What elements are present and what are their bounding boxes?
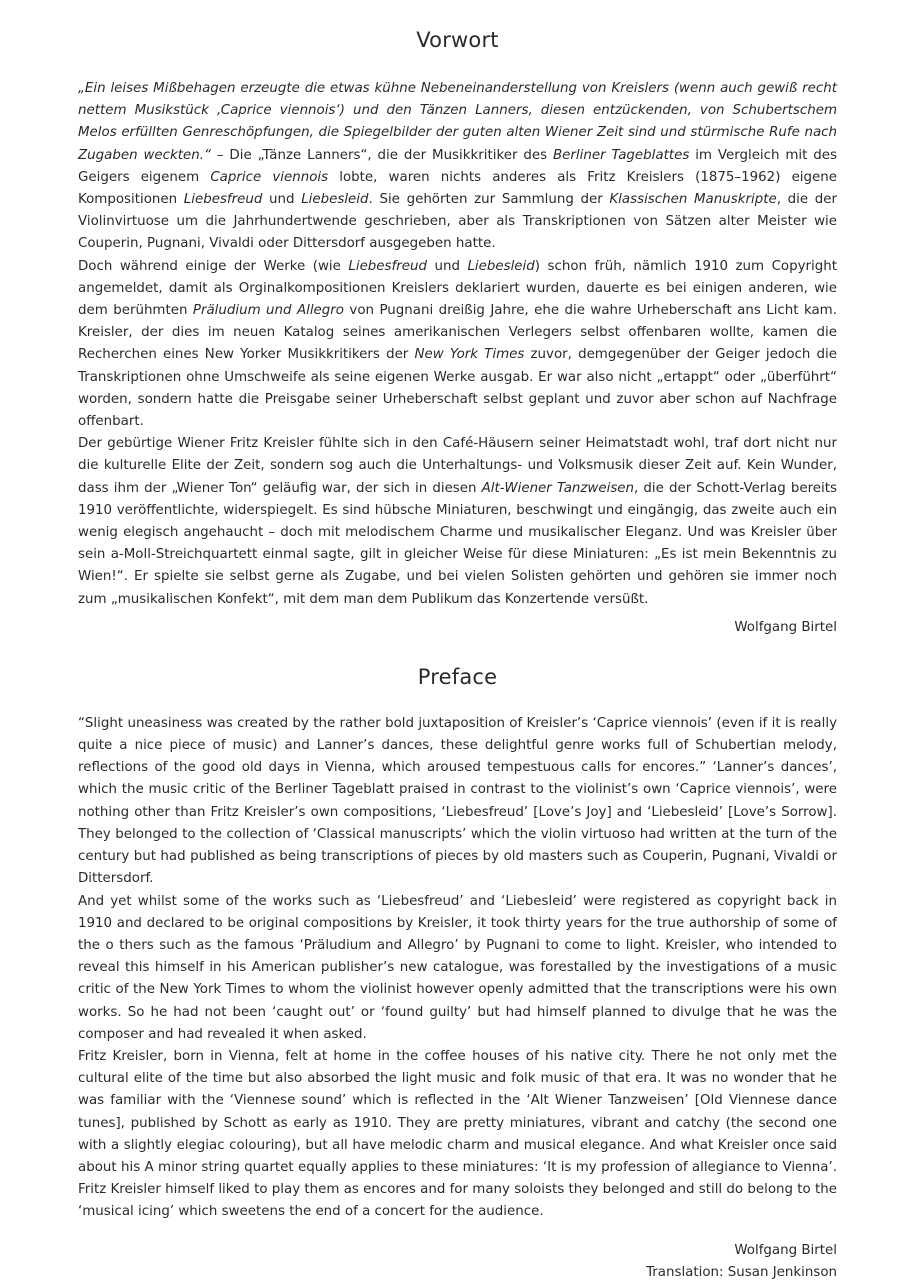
text-span: – Die „Tänze Lanners“, die der Musikkritiker des — [210, 147, 553, 163]
text-span: , die der Schott-Verlag bereits 1910 veröffentlichte, widerspiegelt. Es sind hübsche Miniaturen, beschwingt und eingängig, das zweite auch ein wenig elegisch angehaucht – doch mit melodischem Charme und musikalischer Eleganz. Und was Kreisler über sein a-Moll-Streichquartett einmal sagte, gilt in gleicher Weise für diese Miniaturen: „Es ist mein Bekenntnis zu Wien!“. Er spielte sie selbst gerne als Zugabe, und bei vielen Solisten gehörten und gehören sie immer noch zum „musikalischen Konfekt“, mit dem man dem Publikum das Konzertende versüßt. — [78, 480, 837, 607]
text-span: im Vergleich mit des Geigers eigenem — [78, 147, 837, 185]
vorwort-body — [78, 78, 837, 611]
preface-body — [78, 713, 837, 1224]
italic-praeludium-und-allegro: Präludium und Allegro — [192, 303, 344, 319]
italic-liebesleid: Liebesleid — [301, 192, 369, 208]
preface-signature — [78, 1240, 837, 1284]
text-span: und — [426, 258, 468, 274]
text-span: lobte, waren nichts anderes als Fritz Kreislers (1875–1962) eigene Kompositionen — [78, 169, 837, 208]
vorwort-title: Vorwort — [416, 28, 499, 52]
preface-paragraph-2: And yet whilst some of the works such as ‘Liebesfreud’ and ‘Liebesleid’ were registered as copyright back in 1910 and declared to be original compositions by Kreisler, it took thirty years for the true authorship of some of the o thers such as the famous ‘Präludium and Allegro’ by Pugnani to come to light. Kreisler, who intended to reveal this himself in his American publisher’s new catalogue, was forestalled by the investigations of a music critic of the New York Times to whom the violinist however openly admitted that the transcriptions were his own works. So he had not been ‘caught out’ or ‘found guilty’ but had himself planned to divulge that he was the composer and had revealed it when asked. — [78, 893, 837, 1042]
text-span: Doch während einige der Werke (wie — [78, 258, 349, 274]
preface-translation-credit: Translation: Susan Jenkinson — [646, 1264, 837, 1280]
text-span: und — [262, 192, 302, 208]
italic-liebesleid: Liebesleid — [467, 258, 535, 274]
document-page — [78, 18, 837, 1284]
text-span: zuvor, demgegenüber der Geiger jedoch die Transkriptionen ohne Umschweife als seine eigenen Werke ausgab. Er war also nicht „ertappt“ oder „überführt“ worden, sondern hatte die Preisgabe seiner Urheberschaft selbst geplant und zuvor aber schon auf Nachfrage offenbart. — [78, 347, 837, 430]
italic-berliner-tageblatt: Berliner Tageblattes — [552, 147, 690, 163]
vorwort-paragraph-2 — [78, 256, 837, 434]
italic-caprice-viennois: Caprice viennois — [210, 169, 329, 185]
preface-author: Wolfgang Birtel — [734, 1242, 837, 1258]
preface-paragraph-3: Fritz Kreisler, born in Vienna, felt at home in the coffee houses of his native city. There he not only met the cultural elite of the time but also absorbed the light music and folk music of that era. It was no wonder that he was familiar with the ‘Viennese sound’ which is reflected in the ‘Alt Wiener Tanzweisen’ [Old Viennese dance tunes], published by Schott as early as 1910. They are pretty miniatures, vibrant and catchy (the second one with a slightly elegiac colouring), but all have melodic charm and musical elegance. And what Kreisler once said about his A minor string quartet equally applies to these miniatures: ‘It is my profession of allegiance to Vienna’. Fritz Kreisler himself liked to play them as encores and for many soloists they belonged and still do belong to the ‘musical icing’ which sweetens the end of a concert for the audience. — [78, 1048, 837, 1220]
preface-title: Preface — [417, 664, 498, 689]
italic-liebesfreud: Liebesfreud — [348, 258, 427, 274]
text-span: , die der Violinvirtuose um die Jahrhundertwende geschrieben, aber als Transkriptionen von Sätzen alter Meister wie Couperin, Pugnani, Vivaldi oder Dittersdorf ausgegeben hatte. — [78, 192, 837, 252]
text-span: ) schon früh, nämlich 1910 zum Copyright angemeldet, damit als Orginalkompositionen Kreislers deklariert wurden, dauerte es bei einigen anderen, wie dem berühmten — [78, 258, 838, 319]
italic-klassische-manuskripte: Klassischen Manuskripte — [609, 192, 777, 208]
italic-liebesfreud: Liebesfreud — [183, 192, 263, 208]
text-span: von Pugnani dreißig Jahre, ehe die wahre Urheberschaft ans Licht kam. Kreisler, der dies im neuen Katalog seines amerikanischen Verlegers selbst offenbaren wollte, kamen die Recherchen eines New Yorker Musikkritikers der — [78, 303, 837, 363]
italic-new-york-times: New York Times — [414, 347, 525, 363]
vorwort-paragraph-1 — [78, 78, 837, 256]
preface-paragraph-1: “Slight uneasiness was created by the rather bold juxtaposition of Kreisler’s ‘Caprice viennois’ (even if it is really quite a nice piece of music) and Lanner’s dances, these delightful genre works full of Schubertian melody, reflections of the good old days in Vienna, which aroused tempestuous calls for encores.” ‘Lanner’s dances’, which the music critic of the Berliner Tageblatt praised in contrast to the violinist’s own ‘Caprice viennois’, were nothing other than Fritz Kreisler’s own compositions, ‘Liebesfreud’ [Love’s Joy] and ‘Liebesleid’ [Love’s Sorrow]. They belonged to the collection of ‘Classical manuscripts’ which the violin virtuoso had written at the turn of the century but had published as being transcriptions of pieces by old masters such as Couperin, Pugnani, Vivaldi or Dittersdorf. — [78, 715, 837, 887]
vorwort-paragraph-3 — [78, 433, 837, 611]
vorwort-author: Wolfgang Birtel — [734, 619, 837, 635]
vorwort-quote: „Ein leises Mißbehagen erzeugte die etwas kühne Nebeneinanderstellung von Kreislers (wenn auch gewiß recht nettem Musikstück ‚Caprice viennois‘) und den Tänzen Lanners, diesen entzückenden, von Schubertschem Melos erfüllten Genreschöpfungen, die Spiegelbilder der guten alten Wiener Zeit sind und stürmische Rufe nach Zugaben weckten.“ — [78, 81, 837, 163]
italic-alt-wiener-tanzweisen: Alt-Wiener Tanzweisen — [481, 480, 635, 496]
text-span: . Sie gehörten zur Sammlung der — [368, 192, 610, 208]
text-span: Der gebürtige Wiener Fritz Kreisler fühlte sich in den Café-Häusern seiner Heimatstadt wohl, traf dort nicht nur die kulturelle Elite der Zeit, sondern sog auch die Unterhaltungs- und Volksmusik dieser Zeit auf. Kein Wunder, dass ihm der „Wiener Ton“ geläufig war, der sich in diesen — [78, 436, 837, 496]
